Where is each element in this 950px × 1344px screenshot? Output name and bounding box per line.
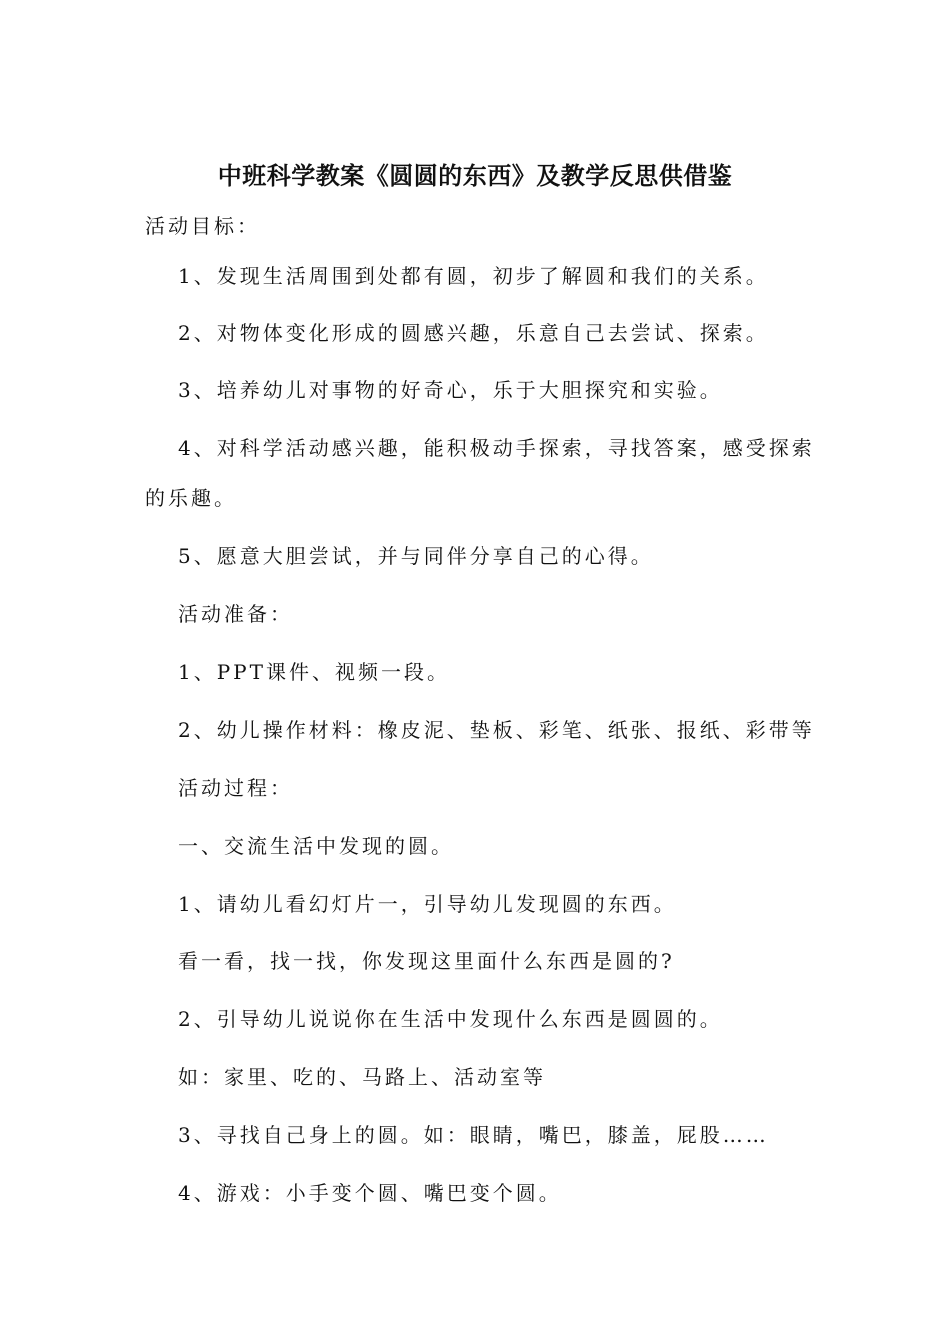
process-item-3: 3、寻找自己身上的圆。如：眼睛，嘴巴，膝盖，屁股…… [178, 1123, 769, 1147]
process-item-1-detail: 看一看，找一找，你发现这里面什么东西是圆的? [178, 949, 675, 973]
preparation-item-2: 2、幼儿操作材料：橡皮泥、垫板、彩笔、纸张、报纸、彩带等 [178, 718, 815, 742]
goal-item-5: 5、愿意大胆尝试，并与同伴分享自己的心得。 [178, 544, 654, 568]
goal-item-3: 3、培养幼儿对事物的好奇心，乐于大胆探究和实验。 [178, 378, 723, 402]
goal-item-4-continued: 的乐趣。 [145, 486, 237, 510]
section-heading-process: 活动过程： [178, 776, 293, 800]
process-item-2: 2、引导幼儿说说你在生活中发现什么东西是圆圆的。 [178, 1007, 723, 1031]
process-item-4: 4、游戏：小手变个圆、嘴巴变个圆。 [178, 1181, 562, 1205]
process-step-heading-1: 一、交流生活中发现的圆。 [178, 834, 454, 858]
goal-item-2: 2、对物体变化形成的圆感兴趣，乐意自己去尝试、探索。 [178, 321, 769, 345]
preparation-item-1: 1、PPT课件、视频一段。 [178, 660, 450, 684]
process-item-2-detail: 如：家里、吃的、马路上、活动室等 [178, 1065, 546, 1089]
document-title: 中班科学教案《圆圆的东西》及教学反思供借鉴 [217, 162, 733, 190]
section-heading-preparation: 活动准备： [178, 602, 293, 626]
goal-item-4: 4、对科学活动感兴趣，能积极动手探索，寻找答案，感受探索 [178, 436, 815, 460]
process-item-1: 1、请幼儿看幻灯片一，引导幼儿发现圆的东西。 [178, 892, 677, 916]
section-heading-goals: 活动目标： [145, 214, 260, 238]
goal-item-1: 1、发现生活周围到处都有圆，初步了解圆和我们的关系。 [178, 264, 769, 288]
